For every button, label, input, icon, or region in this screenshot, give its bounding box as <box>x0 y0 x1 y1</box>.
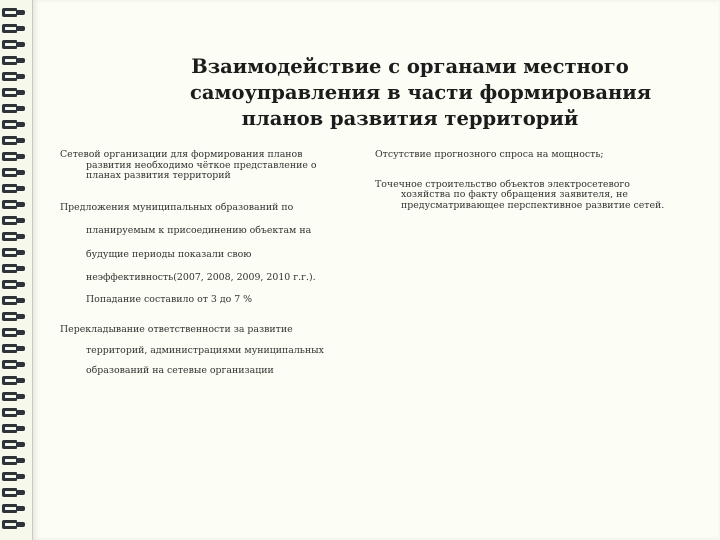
binding-ring <box>2 312 26 321</box>
binding-ring <box>2 120 26 129</box>
text-line: хозяйства по факту обращения заявителя, не <box>401 189 628 200</box>
binding-ring <box>2 264 26 273</box>
binding-ring <box>2 392 26 401</box>
binding-ring <box>2 200 26 209</box>
text-line: Точечное строительство объектов электросетевого <box>375 178 630 190</box>
binding-ring <box>2 408 26 417</box>
left-column <box>60 150 350 377</box>
text-line: планах развития территорий <box>86 170 231 181</box>
text-line: будущие периоды показали свою <box>86 248 252 260</box>
binding-ring <box>2 296 26 305</box>
binding-ring <box>2 472 26 481</box>
right-column <box>375 150 685 211</box>
binding-ring <box>2 344 26 353</box>
title-line: Взаимодействие с органами местного <box>191 55 629 78</box>
text-line: Сетевой организации для формирования планов <box>60 149 303 160</box>
right-paragraph-1 <box>375 150 685 161</box>
binding-ring <box>2 152 26 161</box>
text-line: образований на сетевые организации <box>86 365 274 376</box>
binding-ring <box>2 56 26 65</box>
binding-ring <box>2 136 26 145</box>
text-line: Предложения муниципальных образований по <box>60 201 294 213</box>
text-line: Перекладывание ответственности за развитие <box>60 324 293 335</box>
title-line: планов развития территорий <box>241 107 579 130</box>
binding-ring <box>2 440 26 449</box>
text-line: развития необходимо чёткое представление о <box>86 159 317 171</box>
left-paragraph-1 <box>60 150 350 182</box>
binding-ring <box>2 24 26 33</box>
binding-ring <box>2 168 26 177</box>
title-line: самоуправления в части формирования <box>190 81 652 104</box>
binding-ring <box>2 104 26 113</box>
binding-ring <box>2 232 26 241</box>
binding-ring <box>2 328 26 337</box>
left-paragraph-2 <box>60 203 350 306</box>
notebook-binding <box>0 0 30 540</box>
binding-ring <box>2 8 26 17</box>
binding-ring <box>2 424 26 433</box>
binding-ring <box>2 248 26 257</box>
text-line: Отсутствие прогнозного спроса на мощность; <box>375 149 604 160</box>
binding-ring <box>2 376 26 385</box>
text-line: планируемым к присоединению объектам на <box>86 225 312 236</box>
binding-ring <box>2 280 26 289</box>
binding-ring <box>2 520 26 529</box>
slide-title <box>190 54 652 132</box>
binding-ring <box>2 488 26 497</box>
right-paragraph-2 <box>375 180 685 212</box>
text-line: Попадание составило от 3 до 7 % <box>86 293 253 305</box>
text-line: территорий, администрациями муниципальных <box>86 344 324 356</box>
binding-ring <box>2 72 26 81</box>
binding-ring <box>2 456 26 465</box>
binding-ring <box>2 88 26 97</box>
binding-ring <box>2 184 26 193</box>
binding-ring <box>2 216 26 225</box>
text-line: предусматривающее перспективное развитие сетей. <box>401 199 665 211</box>
text-line: неэффективность(2007, 2008, 2009, 2010 г.г.). <box>86 272 316 283</box>
binding-ring <box>2 40 26 49</box>
binding-ring <box>2 360 26 369</box>
left-paragraph-3 <box>60 325 350 377</box>
binding-ring <box>2 504 26 513</box>
